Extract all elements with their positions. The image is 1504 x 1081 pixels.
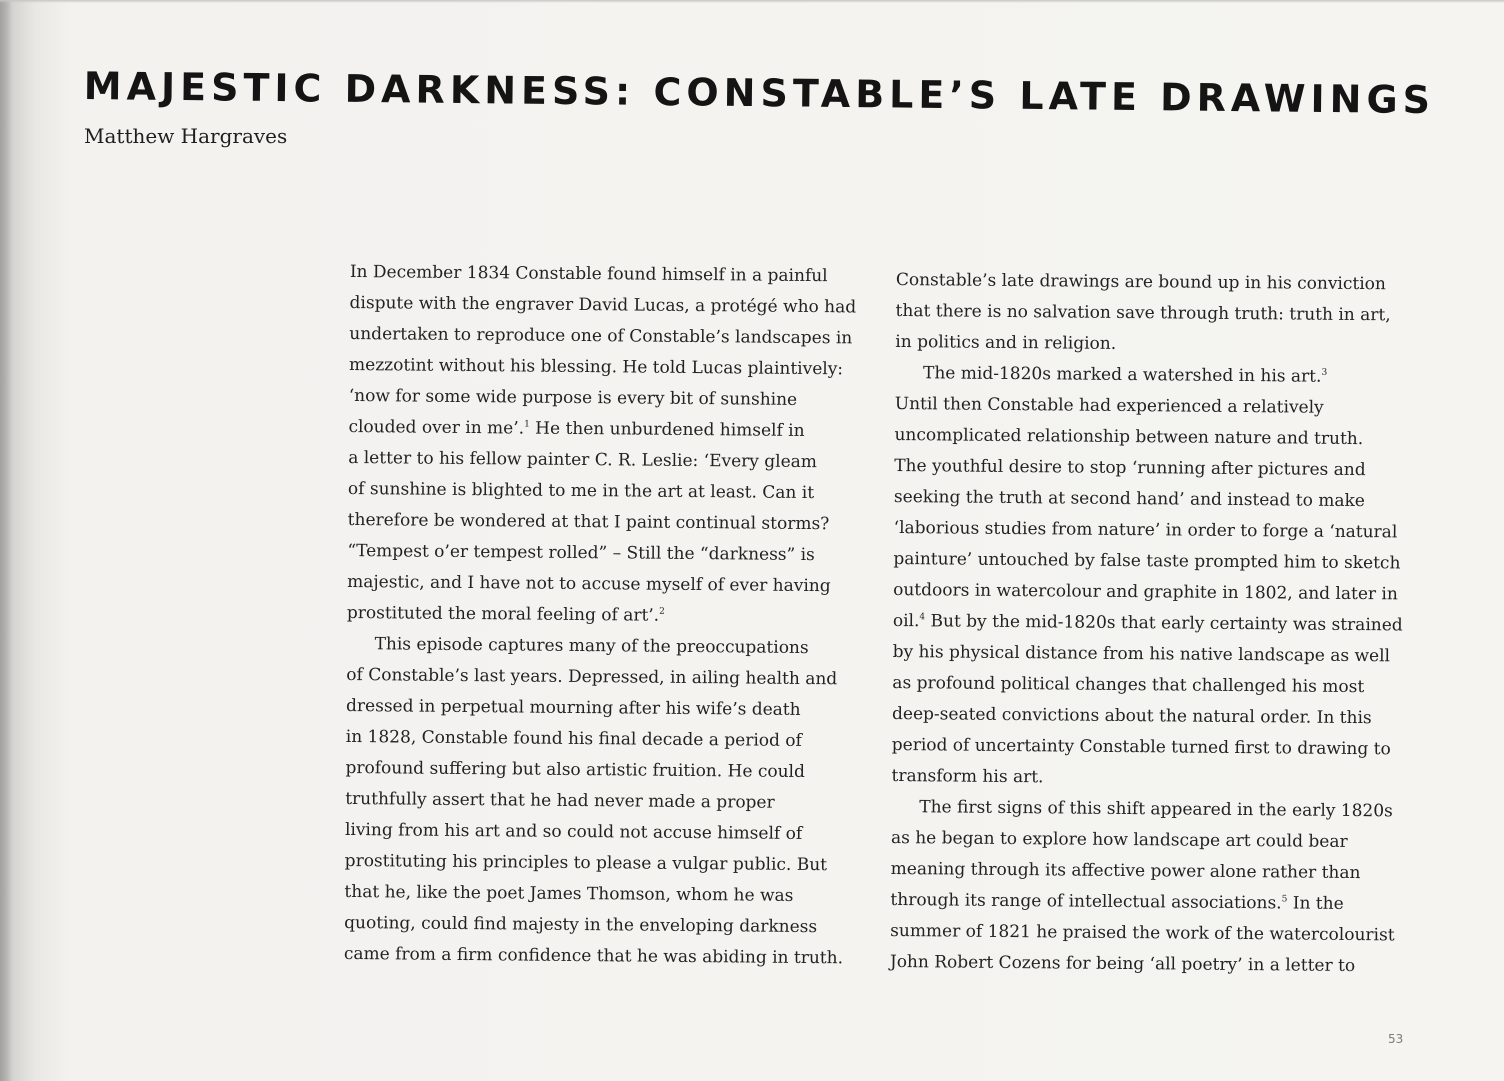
line-text: ‘laborious studies from nature’ in order to forge a ‘natural (893, 517, 1398, 543)
line-text: prostituting his principles to please a vulgar public. But (344, 850, 828, 876)
text-line (345, 846, 845, 881)
text-line (347, 536, 847, 571)
line-text: painture’ untouched by false taste prompted him to sketch (893, 548, 1401, 574)
footnote-marker: 4 (919, 612, 926, 623)
text-line (348, 474, 848, 509)
line-text: that he, like the poet James Thomson, whom he was (344, 881, 794, 906)
line-text: summer of 1821 he praised the work of the watercolourist (890, 920, 1395, 946)
text-line (344, 877, 844, 912)
footnote-marker: 1 (524, 419, 530, 430)
text-line (890, 947, 1400, 982)
page-top-edge (0, 0, 1504, 3)
text-line (346, 722, 846, 757)
line-text: in politics and in religion. (895, 331, 1117, 354)
line-text: truthfully assert that he had never made a proper (345, 788, 775, 813)
text-line (348, 443, 848, 478)
chapter-title: MAJESTIC DARKNESS: CONSTABLE’S LATE DRAWINGS (83, 64, 1436, 123)
page-number: 53 (1388, 1032, 1404, 1046)
line-text: seeking the truth at second hand’ and instead to make (893, 486, 1365, 512)
line-text: prostituted the moral feeling of art’. (346, 602, 660, 626)
text-line (350, 257, 850, 292)
line-text: meaning through its affective power alone rather than (890, 858, 1361, 884)
text-line (890, 916, 1400, 951)
line-text: mezzotint without his blessing. He told Lucas plaintively: (348, 354, 844, 380)
line-text: through its range of intellectual associations. (890, 889, 1282, 914)
line-text: oil. (892, 610, 920, 632)
line-text: undertaken to reproduce one of Constable’s landscapes in (349, 323, 853, 349)
text-line (349, 319, 853, 354)
line-text: by his physical distance from his native landscape as well (892, 641, 1391, 667)
line-text-continued: He then unburdened himself in (529, 418, 805, 441)
text-line (892, 730, 1402, 765)
line-text: living from his art and so could not accuse himself of (344, 819, 803, 844)
text-line (894, 451, 1404, 486)
line-text: John Robert Cozens for being ‘all poetry’ in a letter to (889, 951, 1356, 977)
line-text: dispute with the engraver David Lucas, a protégé who had (349, 292, 857, 318)
line-text: period of uncertainty Constable turned first to drawing to (891, 734, 1391, 760)
line-text: dressed in perpetual mourning after his wife’s death (345, 695, 801, 720)
line-text: majestic, and I have not to accuse myself of ever having (347, 571, 831, 597)
line-text: “Tempest o’er tempest rolled” – Still the “darkness” is (347, 540, 815, 566)
text-line (348, 412, 848, 447)
text-line (346, 660, 846, 695)
line-text: as profound political changes that challenged his most (892, 672, 1365, 698)
line-text: therefore be wondered at that I paint continual storms? (347, 509, 830, 535)
line-text: The youthful desire to stop ‘running after pictures and (894, 455, 1366, 481)
line-text-continued: But by the mid-1820s that early certainty was strained (925, 611, 1403, 636)
text-line (344, 908, 844, 943)
text-line (345, 815, 845, 850)
text-line (891, 854, 1401, 889)
text-line (893, 575, 1403, 610)
text-line (892, 637, 1402, 672)
line-text: of sunshine is blighted to me in the art at least. Can it (347, 478, 815, 504)
footnote-marker: 2 (659, 606, 665, 617)
text-line (892, 668, 1402, 703)
line-text: This episode captures many of the preoccupations (374, 634, 809, 659)
text-line (893, 606, 1403, 641)
text-line (344, 939, 844, 974)
line-text: came from a firm confidence that he was abiding in truth. (343, 943, 844, 969)
text-column-left (343, 257, 857, 974)
line-text: ‘now for some wide purpose is every bit of sunshine (348, 385, 798, 410)
text-line (895, 389, 1405, 424)
text-line (890, 885, 1400, 920)
gutter-shadow (0, 0, 12, 1081)
text-line (891, 823, 1401, 858)
text-line (345, 784, 845, 819)
text-line (346, 691, 846, 726)
text-line (346, 629, 846, 664)
line-text: Until then Constable had experienced a relatively (894, 393, 1324, 418)
text-line (894, 420, 1404, 455)
author-name: Matthew Hargraves (84, 124, 288, 148)
text-line (893, 544, 1403, 579)
text-line (349, 350, 849, 385)
line-text: a letter to his fellow painter C. R. Leslie: ‘Every gleam (348, 447, 818, 473)
text-line (349, 381, 849, 416)
line-text: transform his art. (891, 765, 1044, 788)
text-line (895, 358, 1405, 393)
line-text: In December 1834 Constable found himself in a painful (349, 261, 828, 287)
text-line (891, 761, 1401, 796)
footnote-marker: 3 (1321, 367, 1328, 378)
text-line (349, 288, 857, 323)
line-text-continued: In the (1287, 893, 1344, 914)
line-text: Constable’s late drawings are bound up in his conviction (895, 269, 1386, 295)
text-line (894, 513, 1404, 548)
line-text: in 1828, Constable found his final decade a period of (345, 726, 802, 751)
line-text: that there is no salvation save through truth: truth in art, (895, 300, 1391, 326)
text-line (891, 792, 1401, 827)
line-text: profound suffering but also artistic fruition. He could (345, 757, 806, 782)
text-column-right (890, 265, 1406, 982)
line-text: outdoors in watercolour and graphite in 1802, and later in (893, 579, 1398, 605)
text-line (347, 567, 847, 602)
line-text: deep-seated convictions about the natural order. In this (891, 703, 1372, 729)
line-text: clouded over in me’. (348, 416, 525, 439)
text-line (896, 265, 1406, 300)
text-line (892, 699, 1402, 734)
text-line (348, 505, 848, 540)
text-line (895, 327, 1405, 362)
line-text: The first signs of this shift appeared in the early 1820s (919, 797, 1393, 822)
line-text: The mid-1820s marked a watershed in his art. (922, 363, 1322, 387)
text-line (347, 598, 847, 633)
text-line (895, 296, 1405, 331)
line-text: of Constable’s last years. Depressed, in ailing health and (346, 664, 838, 690)
line-text: quoting, could find majesty in the enveloping darkness (344, 912, 818, 938)
line-text: uncomplicated relationship between nature and truth. (894, 424, 1364, 450)
footnote-marker: 5 (1281, 894, 1288, 905)
text-line (894, 482, 1404, 517)
text-line (345, 753, 845, 788)
line-text: as he began to explore how landscape art could bear (890, 827, 1348, 852)
